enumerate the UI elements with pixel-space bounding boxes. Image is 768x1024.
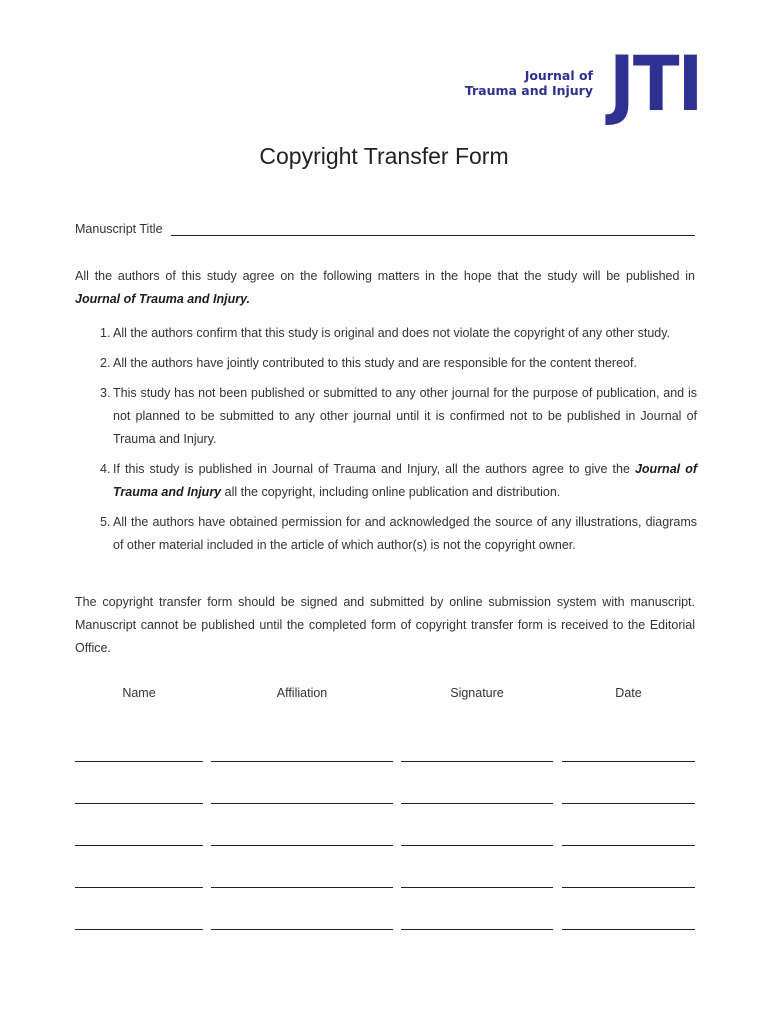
- term-item: [75, 322, 697, 345]
- term-text-before: If this study is published in Journal of Trauma and Injury, all the authors agree to give the: [113, 462, 635, 476]
- term-item: [75, 352, 697, 375]
- logo-line-2: Trauma and Injury: [464, 83, 593, 98]
- column-header-signature: Signature: [450, 686, 504, 700]
- manuscript-title-row: [75, 221, 695, 236]
- term-item: [75, 458, 697, 504]
- name-field[interactable]: [75, 845, 203, 846]
- name-field[interactable]: [75, 887, 203, 888]
- term-text: All the authors confirm that this study is original and does not violate the copyright of any other study.: [113, 326, 671, 340]
- term-text: All the authors have jointly contributed to this study and are responsible for the content thereof.: [113, 356, 637, 370]
- affiliation-field[interactable]: [211, 845, 393, 846]
- date-field[interactable]: [562, 929, 695, 930]
- affiliation-field[interactable]: [211, 887, 393, 888]
- name-field[interactable]: [75, 803, 203, 804]
- intro-text: All the authors of this study agree on the following matters in the hope that the study will be published in: [75, 269, 695, 283]
- logo-mark: JTI: [608, 39, 701, 128]
- affiliation-field[interactable]: [211, 929, 393, 930]
- term-text: This study has not been published or submitted to any other journal for the purpose of publication, and is not planned to be submitted to any other journal until it is confirmed not to be published in Journal of Trauma and Injury.: [113, 386, 697, 446]
- term-text: All the authors have obtained permission for and acknowledged the source of any illustrations, diagrams of other material included in the article of which author(s) is not the copyright owner.: [113, 515, 697, 552]
- date-field[interactable]: [562, 761, 695, 762]
- manuscript-title-field[interactable]: [171, 221, 695, 236]
- intro-journal-name: Journal of Trauma and Injury.: [75, 292, 251, 306]
- date-field[interactable]: [562, 887, 695, 888]
- intro-paragraph: [75, 265, 695, 311]
- term-number: 3.: [100, 386, 111, 400]
- term-number: 2.: [100, 356, 111, 370]
- journal-logo: [455, 39, 705, 128]
- term-journal-name: Journal of Trauma and Injury: [113, 462, 697, 499]
- column-header-name: Name: [122, 686, 156, 700]
- page-title: Copyright Transfer Form: [259, 143, 509, 169]
- column-header-affiliation: Affiliation: [276, 686, 328, 700]
- column-header-date: Date: [615, 686, 642, 700]
- term-item: [75, 382, 697, 451]
- signature-field[interactable]: [401, 803, 553, 804]
- term-item: [75, 511, 697, 557]
- signature-field[interactable]: [401, 929, 553, 930]
- term-text-after: all the copyright, including online publication and distribution.: [221, 485, 561, 499]
- date-field[interactable]: [562, 803, 695, 804]
- name-field[interactable]: [75, 761, 203, 762]
- logo-wordmark: [465, 68, 593, 98]
- logo-line-1: Journal of: [524, 68, 593, 83]
- signature-field[interactable]: [401, 845, 553, 846]
- date-field[interactable]: [562, 845, 695, 846]
- affiliation-field[interactable]: [211, 761, 393, 762]
- signature-field[interactable]: [401, 887, 553, 888]
- terms-list: [75, 322, 697, 564]
- signature-field[interactable]: [401, 761, 553, 762]
- affiliation-field[interactable]: [211, 803, 393, 804]
- term-number: 1.: [100, 326, 111, 340]
- name-field[interactable]: [75, 929, 203, 930]
- manuscript-title-label: Manuscript Title: [75, 222, 163, 236]
- term-number: 4.: [100, 462, 111, 476]
- closing-paragraph: The copyright transfer form should be signed and submitted by online submission system with manuscript. Manuscript cannot be published until the completed form of copyright transfer form is received to the Editorial Office.: [75, 595, 695, 655]
- term-number: 5.: [100, 515, 111, 529]
